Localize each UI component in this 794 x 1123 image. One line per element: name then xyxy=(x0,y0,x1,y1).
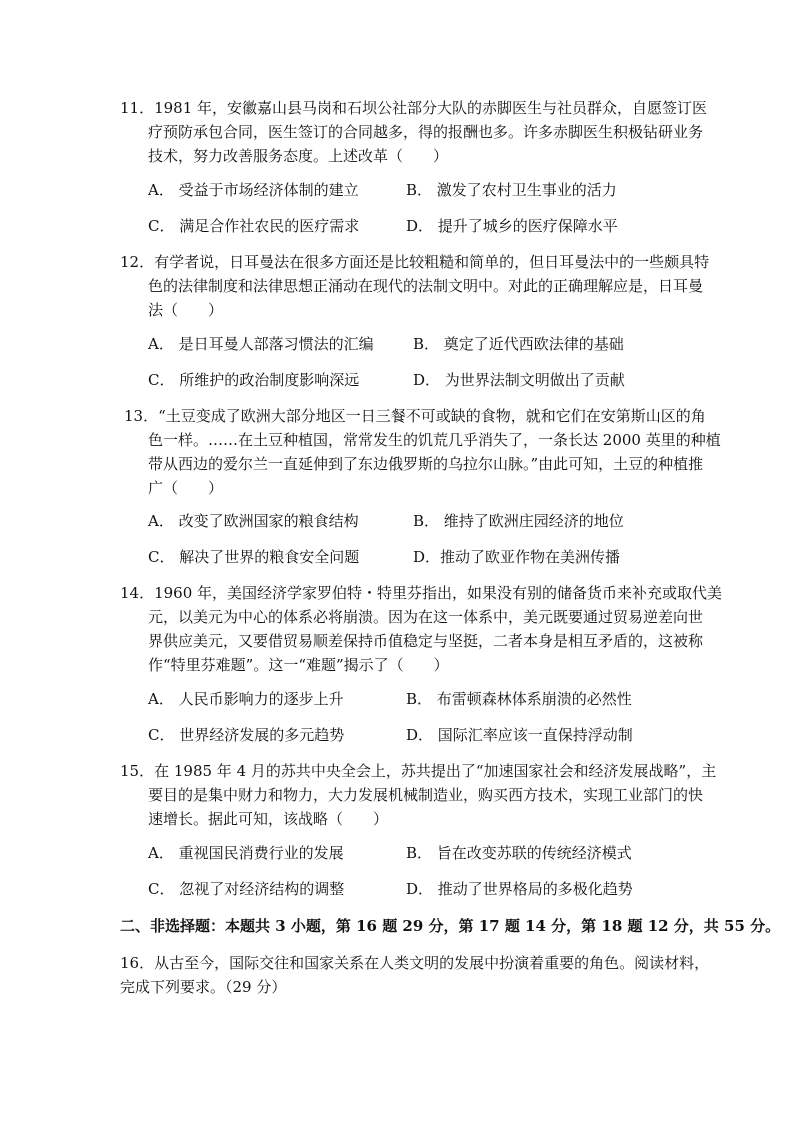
question-14-line-3: 界供应美元，又要借贸易顺差保持币值稳定与坚挺，二者本身是相互矛盾的，这被称 xyxy=(148,632,704,650)
question-11-option-a[interactable]: A． 受益于市场经济体制的建立 xyxy=(148,181,359,199)
question-15-option-c[interactable]: C． 忽视了对经济结构的调整 xyxy=(148,880,345,898)
question-11-option-c[interactable]: C． 满足合作社农民的医疗需求 xyxy=(148,217,360,235)
question-14 xyxy=(120,581,722,677)
question-11-option-b[interactable]: B． 激发了农村卫生事业的活力 xyxy=(406,181,617,199)
question-13-option-b[interactable]: B． 维持了欧洲庄园经济的地位 xyxy=(413,512,624,530)
question-13-line-3: 带从西边的爱尔兰一直延伸到了东边俄罗斯的乌拉尔山脉。”由此可知，土豆的种植推 xyxy=(148,455,704,473)
question-12-line-1: 12．有学者说，日耳曼法在很多方面还是比较粗糙和简单的，但日耳曼法中的一些颇具特 xyxy=(120,253,710,271)
question-11-line-1: 11．1981 年，安徽嘉山县马岗和石坝公社部分大队的赤脚医生与社员群众，自愿签订医 xyxy=(120,99,708,117)
question-14-option-a[interactable]: A． 人民币影响力的逐步上升 xyxy=(148,690,344,708)
question-13-line-1: 13．“土豆变成了欧洲大部分地区一日三餐不可或缺的食物，就和它们在安第斯山区的角 xyxy=(124,407,706,425)
question-15-line-2: 要目的是集中财力和物力，大力发展机械制造业，购买西方技术，实现工业部门的快 xyxy=(148,786,704,804)
question-15-line-1: 15．在 1985 年 4 月的苏共中央全会上，苏共提出了“加速国家社会和经济发展战略”，主 xyxy=(120,762,717,780)
question-12-line-3: 法（ ） xyxy=(148,301,224,319)
question-14-line-4: 作“特里芬难题”。这一“难题”揭示了（ ） xyxy=(148,656,449,674)
question-12-option-c[interactable]: C． 所维护的政治制度影响深远 xyxy=(148,371,360,389)
question-13-option-c[interactable]: C． 解决了世界的粮食安全问题 xyxy=(148,548,360,566)
question-14-line-2: 元，以美元为中心的体系必将崩溃。因为在这一体系中，美元既要通过贸易逆差向世 xyxy=(148,608,704,626)
question-11 xyxy=(120,96,707,168)
question-16 xyxy=(120,951,709,999)
question-14-option-c[interactable]: C． 世界经济发展的多元趋势 xyxy=(148,726,345,744)
question-13-option-a[interactable]: A． 改变了欧洲国家的粮食结构 xyxy=(148,512,359,530)
question-12 xyxy=(120,250,709,322)
question-13 xyxy=(120,404,721,500)
question-16-line-1: 16．从古至今，国际交往和国家关系在人类文明的发展中扮演着重要的角色。阅读材料， xyxy=(120,954,710,972)
question-14-option-d[interactable]: D． 国际汇率应该一直保持浮动制 xyxy=(406,726,633,744)
question-15 xyxy=(120,759,716,831)
question-12-option-a[interactable]: A． 是日耳曼人部落习惯法的汇编 xyxy=(148,335,374,353)
question-16-line-2: 完成下列要求。（29 分） xyxy=(120,978,287,996)
question-15-line-3: 速增长。据此可知，该战略（ ） xyxy=(148,810,389,828)
section-2-heading: 二、非选择题：本题共 3 小题，第 16 题 29 分，第 17 题 14 分，第 18 题 12 分，共 55 分。 xyxy=(120,917,781,935)
question-11-line-3: 技术，努力改善服务态度。上述改革（ ） xyxy=(148,147,449,165)
question-13-line-2: 色一样。……在土豆种植国，常常发生的饥荒几乎消失了，一条长达 2000 英里的种植 xyxy=(148,431,721,449)
question-13-line-4: 广（ ） xyxy=(148,479,224,497)
question-12-line-2: 色的法律制度和法律思想正涌动在现代的法制文明中。对此的正确理解应是，日耳曼 xyxy=(148,277,704,295)
question-15-option-a[interactable]: A． 重视国民消费行业的发展 xyxy=(148,844,344,862)
question-15-option-b[interactable]: B． 旨在改变苏联的传统经济模式 xyxy=(406,844,632,862)
question-12-option-d[interactable]: D． 为世界法制文明做出了贡献 xyxy=(413,371,625,389)
question-11-option-d[interactable]: D． 提升了城乡的医疗保障水平 xyxy=(406,217,618,235)
question-15-option-d[interactable]: D． 推动了世界格局的多极化趋势 xyxy=(406,880,633,898)
question-14-option-b[interactable]: B． 布雷顿森林体系崩溃的必然性 xyxy=(406,690,632,708)
question-13-option-d[interactable]: D．推动了欧亚作物在美洲传播 xyxy=(413,548,621,566)
question-14-line-1: 14．1960 年，美国经济学家罗伯特・特里芬指出，如果没有别的储备货币来补充或取代美 xyxy=(120,584,723,602)
question-11-line-2: 疗预防承包合同，医生签订的合同越多，得的报酬也多。许多赤脚医生积极钻研业务 xyxy=(148,123,704,141)
question-12-option-b[interactable]: B． 奠定了近代西欧法律的基础 xyxy=(413,335,624,353)
